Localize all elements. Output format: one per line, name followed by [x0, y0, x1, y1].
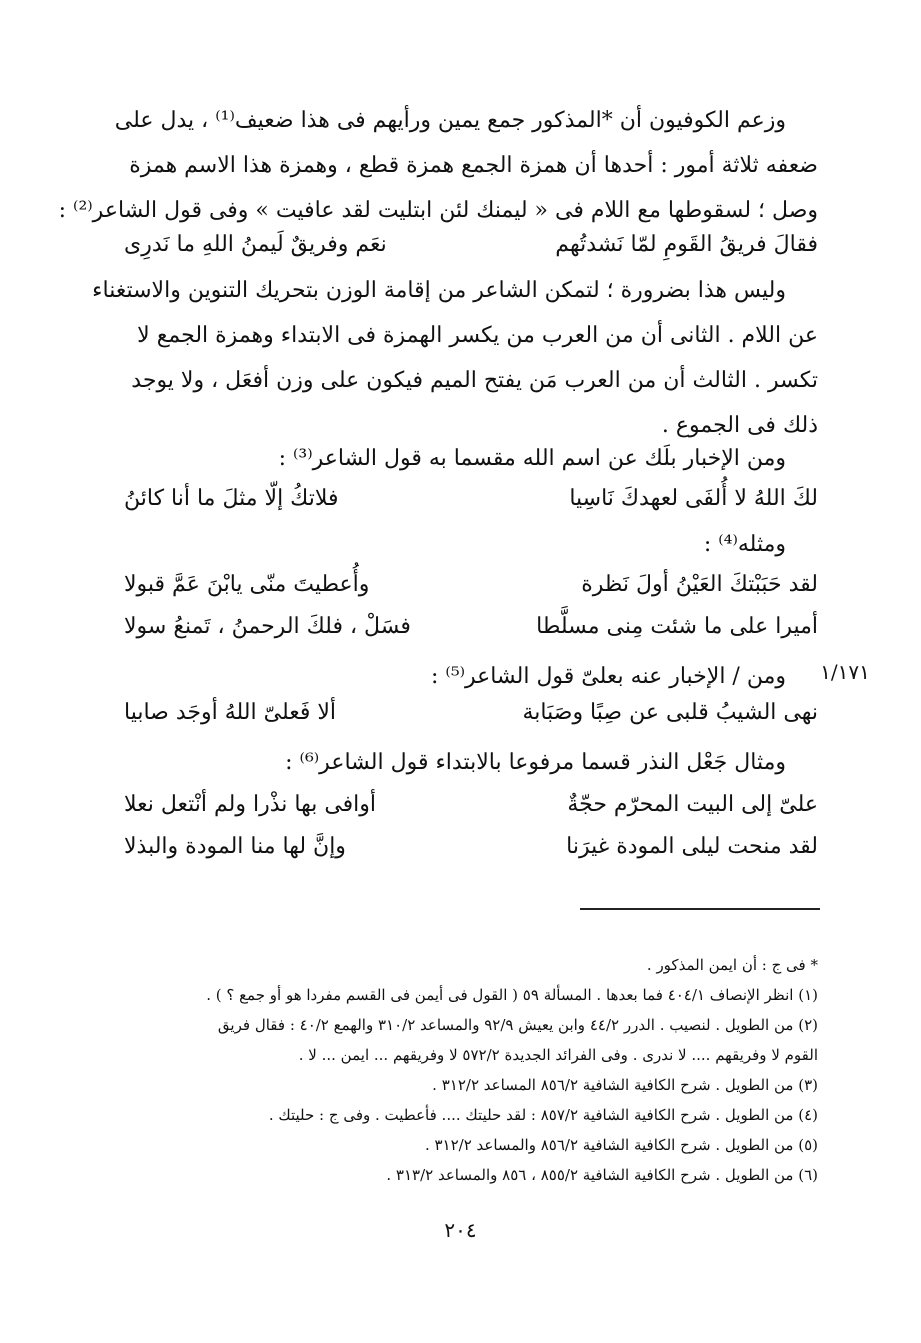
footnotes [118, 950, 818, 1190]
verse-second-hemistich: فسَلْ ، فلكَ الرحمنُ ، تَمنعُ سولا [124, 614, 411, 639]
text-line: ومثال جَعْل النذر قسما مرفوعا بالابتداء قول الشاعر⁽⁶⁾ : [285, 750, 786, 775]
verse-second-hemistich: فلاتكُ إلّا مثلَ ما أنا كائنُ [124, 486, 339, 511]
text-line: وصل ؛ لسقوطها مع اللام فى « ليمنك لئن ابتليت لقد عافيت » وفى قول الشاعر⁽²⁾ : [58, 198, 818, 223]
verse-1 [124, 224, 818, 266]
verse-first-hemistich: علىّ إلى البيت المحرّم حجّةٌ [567, 792, 818, 817]
verse-first-hemistich: لكَ اللهُ لا أُلفَى لعهدكَ نَاسِيا [569, 486, 818, 511]
footnote-line: (٥) من الطويل . شرح الكافية الشافية ٨٥٦/٢ والمساعد ٣١٢/٢ . [424, 1136, 818, 1154]
footnote-line: (٤) من الطويل . شرح الكافية الشافية ٨٥٧/٢ : لقد حليتك .... فأعطيت . وفى ج : حليتك . [268, 1106, 818, 1124]
verse-first-hemistich: لقد منحت ليلى المودة غيرَنا [566, 834, 818, 859]
text-line: ومن / الإخبار عنه بعلىّ قول الشاعر⁽⁵⁾ : [431, 664, 786, 689]
verse-6 [124, 784, 818, 826]
verse-2 [124, 478, 818, 520]
verse-5 [124, 692, 818, 734]
paragraph-2 [92, 268, 818, 448]
verse-3 [124, 564, 818, 606]
page-number: ٢٠٤ [444, 1218, 477, 1242]
paragraph-1 [58, 98, 818, 233]
footnote-line: (٣) من الطويل . شرح الكافية الشافية ٨٥٦/٢ المساعد ٣١٢/٢ . [432, 1076, 818, 1094]
text-line: عن اللام . الثانى أن من العرب من يكسر الهمزة فى الابتداء وهمزة الجمع لا [137, 323, 818, 348]
text-line: وليس هذا بضرورة ؛ لتمكن الشاعر من إقامة الوزن بتحريك التنوين والاستغناء [92, 278, 786, 303]
verse-first-hemistich: لقد حَبَبْتكَ العَيْنُ أولَ نَظرة [581, 572, 818, 597]
verse-first-hemistich: أميرا على ما شئت مِنى مسلَّطا [536, 614, 818, 639]
verse-first-hemistich: نهى الشيبُ قلبى عن صِبًا وصَبَابة [522, 700, 818, 725]
footnote-line: * فى ج : أن ايمن المذكور . [646, 956, 818, 974]
footnote-line: القوم لا وفريقهم .... لا ندرى . وفى الفرائد الجديدة ٥٧٢/٢ لا وفريقهم ... ايمن ... لا . [298, 1046, 818, 1064]
verse-7 [124, 826, 818, 868]
margin-page-reference: ١/١٧١ [820, 660, 870, 684]
text-line: ومن الإخبار بلَك عن اسم الله مقسما به قول الشاعر⁽³⁾ : [278, 446, 786, 471]
text-line: ومثله⁽⁴⁾ : [703, 532, 786, 557]
text-line: ذلك فى الجموع . [661, 413, 818, 438]
paragraph-3 [118, 436, 818, 481]
footnote-line: (٢) من الطويل . لنصيب . الدرر ٤٤/٢ وابن يعيش ٩٢/٩ والمساعد ٣١٠/٢ والهمع ٤٠/٢ : فقال فريق [217, 1016, 818, 1034]
verse-second-hemistich: وأُعطيتَ منّى يابْنَ عَمَّ قبولا [124, 572, 370, 597]
footnote-line: (٦) من الطويل . شرح الكافية الشافية ٨٥٥/٢ ، ٨٥٦ والمساعد ٣١٣/٢ . [386, 1166, 818, 1184]
verse-second-hemistich: نعَم وفريقٌ لَيمنُ اللهِ ما نَدرِى [124, 232, 387, 257]
text-line: ضعفه ثلاثة أمور : أحدها أن همزة الجمع همزة قطع ، وهمزة هذا الاسم همزة [129, 153, 818, 178]
paragraph-6 [118, 740, 818, 785]
footnote-line: (١) انظر الإنصاف ٤٠٤/١ فما بعدها . المسألة ٥٩ ( القول فى أيمن فى القسم مفردا هو أو جمع ؟ ) . [206, 986, 818, 1004]
text-line: تكسر . الثالث أن من العرب مَن يفتح الميم فيكون على وزن أفعَل ، ولا يوجد [131, 368, 818, 393]
verse-4 [124, 606, 818, 648]
verse-second-hemistich: وإنَّ لها منا المودة والبذلا [124, 834, 346, 859]
paragraph-4 [118, 522, 818, 567]
verse-second-hemistich: ألا فَعلىّ اللهُ أوجَد صابيا [124, 700, 337, 725]
verse-second-hemistich: أوافى بها نذْرا ولم أنْتعل نعلا [124, 792, 377, 817]
verse-first-hemistich: فقالَ فريقُ القَومِ لمّا نَشدتُهم [555, 232, 818, 257]
text-line: وزعم الكوفيون أن *المذكور جمع يمين ورأيهم فى هذا ضعيف⁽¹⁾ ، يدل على [114, 108, 786, 133]
footnote-divider [580, 908, 820, 910]
